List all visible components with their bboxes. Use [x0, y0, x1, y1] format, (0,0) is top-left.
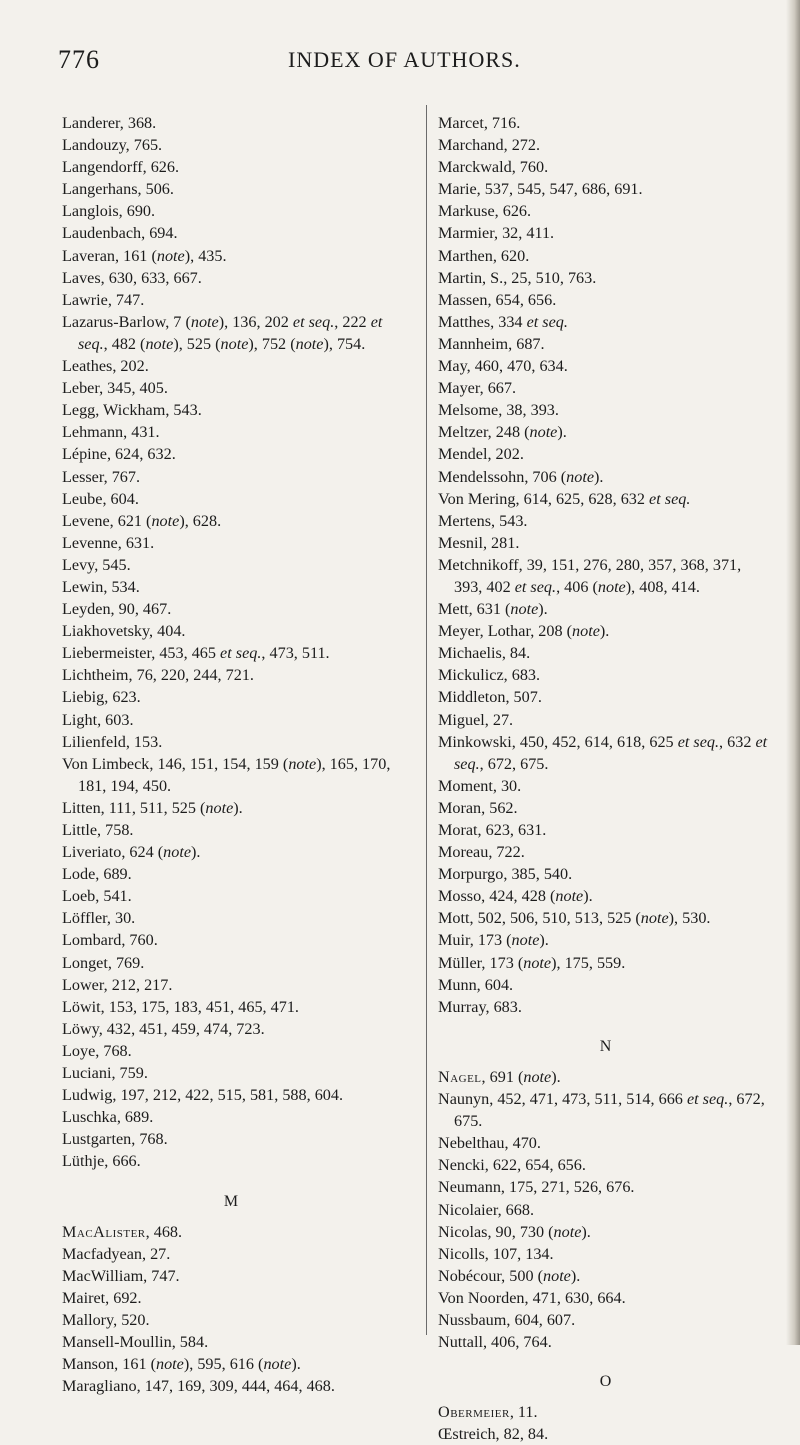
index-entry: Meyer, Lothar, 208 (note). — [438, 622, 610, 641]
index-entry: Mairet, 692. — [62, 1288, 142, 1307]
index-entry: Leyden, 90, 467. — [62, 600, 172, 619]
index-entry: Marmier, 32, 411. — [438, 224, 555, 243]
index-entry: Ludwig, 197, 212, 422, 515, 581, 588, 604. — [62, 1086, 344, 1105]
index-entry: Munn, 604. — [438, 975, 514, 994]
section-letter-n: N — [599, 1037, 612, 1055]
index-entry: Morpurgo, 385, 540. — [438, 865, 573, 884]
index-entry: Lépine, 624, 632. — [62, 445, 176, 464]
index-entry: Levene, 621 (note), 628. — [62, 511, 222, 530]
index-entry: Light, 603. — [62, 710, 134, 729]
index-entry: Middleton, 507. — [438, 688, 542, 707]
index-entry: Lawrie, 747. — [62, 290, 145, 309]
index-entry: Nuttall, 406, 764. — [438, 1333, 552, 1352]
index-block-m-continued — [438, 112, 773, 1018]
index-entry: Leathes, 202. — [62, 357, 149, 376]
index-entry: Müller, 173 (note), 175, 559. — [438, 953, 626, 972]
index-entry: Marie, 537, 545, 547, 686, 691. — [438, 180, 643, 199]
index-entry: Mayer, 667. — [438, 379, 517, 398]
index-entry: Liveriato, 624 (note). — [62, 843, 201, 862]
index-entry: Mendelssohn, 706 (note). — [438, 467, 604, 486]
column-rule — [426, 105, 427, 1335]
section-letter-o: O — [599, 1373, 612, 1391]
index-entry: Liakhovetsky, 404. — [62, 622, 186, 641]
page-edge-shadow — [786, 0, 800, 1345]
index-entry: Mallory, 520. — [62, 1310, 150, 1329]
index-entry: Minkowski, 450, 452, 614, 618, 625 et seq., 632 et seq., 672, 675. — [438, 732, 768, 773]
index-entry: Landerer, 368. — [62, 114, 157, 132]
index-entry: Marchand, 272. — [438, 136, 541, 155]
index-entry: Michaelis, 84. — [438, 644, 531, 663]
section-letter-m: M — [223, 1192, 239, 1210]
index-entry: Obermeier, 11. — [438, 1403, 538, 1422]
index-entry: Laudenbach, 694. — [62, 224, 178, 243]
index-entry: Landouzy, 765. — [62, 136, 163, 155]
index-entry: Macfadyean, 27. — [62, 1244, 171, 1263]
index-entry: Lewin, 534. — [62, 577, 140, 596]
index-entry: Laves, 630, 633, 667. — [62, 268, 202, 287]
index-entry: Luschka, 689. — [62, 1108, 154, 1127]
left-column — [62, 112, 400, 1397]
index-entry: May, 460, 470, 634. — [438, 357, 568, 376]
index-entry: Von Noorden, 471, 630, 664. — [438, 1288, 626, 1307]
index-entry: Mott, 502, 506, 510, 513, 525 (note), 530. — [438, 909, 711, 928]
index-entry: Mansell-Moullin, 584. — [62, 1333, 209, 1352]
index-entry: Nebelthau, 470. — [438, 1134, 541, 1153]
index-block-n — [438, 1066, 773, 1353]
index-entry: Lode, 689. — [62, 865, 132, 884]
index-block-o — [438, 1401, 773, 1445]
index-entry: Liebermeister, 453, 465 et seq., 473, 511. — [62, 644, 330, 663]
index-entry: Morat, 623, 631. — [438, 821, 547, 839]
index-entry: Moreau, 722. — [438, 843, 525, 862]
index-entry: Mickulicz, 683. — [438, 666, 541, 685]
index-entry: Nicolas, 90, 730 (note). — [438, 1222, 591, 1241]
index-entry: Mosso, 424, 428 (note). — [438, 887, 593, 906]
page-number: 776 — [58, 45, 100, 74]
index-entry: Massen, 654, 656. — [438, 290, 557, 309]
index-entry: Lüthje, 666. — [62, 1152, 141, 1171]
index-entry: Mendel, 202. — [438, 445, 524, 464]
index-entry: Von Limbeck, 146, 151, 154, 159 (note), 165, 170, 181, 194, 450. — [62, 754, 391, 795]
index-entry: Nussbaum, 604, 607. — [438, 1310, 576, 1329]
index-entry: Von Mering, 614, 625, 628, 632 et seq. — [438, 489, 691, 508]
index-entry: Neumann, 175, 271, 526, 676. — [438, 1178, 635, 1197]
index-entry: Lehmann, 431. — [62, 423, 160, 442]
index-entry: Löwit, 153, 175, 183, 451, 465, 471. — [62, 997, 299, 1016]
index-entry: Manson, 161 (note), 595, 616 (note). — [62, 1355, 301, 1374]
index-entry: Leber, 345, 405. — [62, 379, 168, 398]
index-entry: Meltzer, 248 (note). — [438, 423, 567, 442]
index-entry: Lilienfeld, 153. — [62, 732, 163, 751]
index-entry: Levenne, 631. — [62, 533, 155, 552]
index-entry: Nobécour, 500 (note). — [438, 1266, 581, 1285]
index-entry: Maragliano, 147, 169, 309, 444, 464, 468. — [62, 1377, 335, 1396]
index-entry: Murray, 683. — [438, 997, 522, 1016]
index-entry: Naunyn, 452, 471, 473, 511, 514, 666 et seq., 672, 675. — [438, 1090, 765, 1131]
index-entry: Moran, 562. — [438, 798, 518, 817]
index-entry: Mesnil, 281. — [438, 533, 520, 552]
index-entry: Langendorff, 626. — [62, 158, 180, 177]
page-header — [58, 45, 648, 75]
index-entry: Miguel, 27. — [438, 710, 514, 729]
index-entry: Muir, 173 (note). — [438, 931, 549, 950]
index-entry: Lichtheim, 76, 220, 244, 721. — [62, 666, 254, 685]
index-entry: Langerhans, 506. — [62, 180, 174, 199]
index-entry: Longet, 769. — [62, 953, 145, 972]
index-block-m — [62, 1221, 400, 1398]
index-entry: Löwy, 432, 451, 459, 474, 723. — [62, 1019, 265, 1038]
index-entry: Laveran, 161 (note), 435. — [62, 246, 227, 265]
index-entry: Litten, 111, 511, 525 (note). — [62, 798, 243, 817]
index-entry: Luciani, 759. — [62, 1064, 148, 1083]
index-entry: Nicolaier, 668. — [438, 1200, 534, 1219]
index-entry: Langlois, 690. — [62, 202, 156, 221]
index-block-l — [62, 112, 400, 1173]
index-entry: MacWilliam, 747. — [62, 1266, 180, 1285]
index-entry: Lombard, 760. — [62, 931, 158, 950]
running-title: INDEX OF AUTHORS. — [288, 47, 521, 72]
index-entry: Levy, 545. — [62, 555, 131, 574]
index-entry: Nagel, 691 (note). — [438, 1067, 561, 1086]
index-entry: Nencki, 622, 654, 656. — [438, 1156, 586, 1175]
index-entry: Marcet, 716. — [438, 114, 521, 132]
index-entry: Legg, Wickham, 543. — [62, 401, 202, 420]
index-entry: Mett, 631 (note). — [438, 600, 548, 619]
index-entry: Löffler, 30. — [62, 909, 136, 928]
index-entry: Little, 758. — [62, 821, 134, 839]
index-entry: MacAlister, 468. — [62, 1222, 183, 1241]
index-entry: Loeb, 541. — [62, 887, 132, 906]
index-entry: Melsome, 38, 393. — [438, 401, 559, 420]
index-entry: Marthen, 620. — [438, 246, 530, 265]
index-entry: Mannheim, 687. — [438, 334, 545, 353]
index-entry: Loye, 768. — [62, 1041, 132, 1060]
index-entry: Moment, 30. — [438, 776, 522, 795]
index-entry: Œstreich, 82, 84. — [438, 1425, 549, 1444]
index-entry: Martin, S., 25, 510, 763. — [438, 268, 597, 287]
index-entry: Marckwald, 760. — [438, 158, 549, 177]
index-entry: Liebig, 623. — [62, 688, 141, 707]
index-entry: Nicolls, 107, 134. — [438, 1244, 554, 1263]
index-entry: Matthes, 334 et seq. — [438, 312, 568, 331]
index-entry: Metchnikoff, 39, 151, 276, 280, 357, 368, 371, 393, 402 et seq., 406 (note), 408, 414. — [438, 555, 742, 596]
index-entry: Lower, 212, 217. — [62, 975, 173, 994]
index-entry: Mertens, 543. — [438, 511, 528, 530]
index-entry: Lesser, 767. — [62, 467, 141, 486]
index-entry: Leube, 604. — [62, 489, 139, 508]
index-entry: Lazarus-Barlow, 7 (note), 136, 202 et seq., 222 et seq., 482 (note), 525 (note), 752 (note), 754. — [62, 312, 383, 353]
index-entry: Lustgarten, 768. — [62, 1130, 168, 1149]
index-entry: Markuse, 626. — [438, 202, 532, 221]
right-column — [438, 112, 773, 1445]
